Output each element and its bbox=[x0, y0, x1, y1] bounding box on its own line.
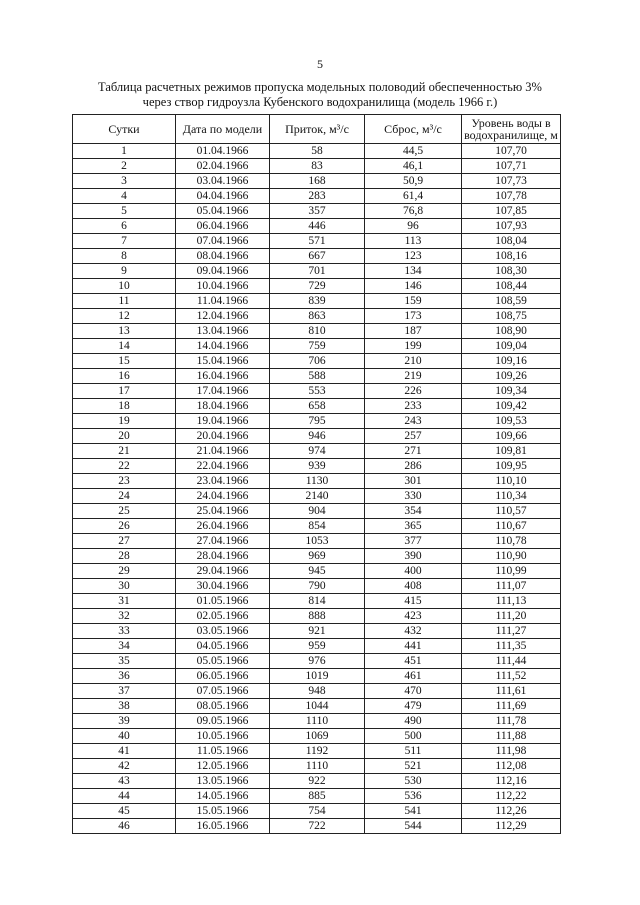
cell-inflow: 790 bbox=[270, 579, 365, 594]
cell-inflow: 863 bbox=[270, 309, 365, 324]
cell-water-level: 111,61 bbox=[462, 684, 561, 699]
cell-inflow: 1110 bbox=[270, 714, 365, 729]
column-header-day: Сутки bbox=[73, 115, 176, 144]
cell-discharge: 408 bbox=[365, 579, 462, 594]
cell-date: 15.04.1966 bbox=[176, 354, 270, 369]
cell-day: 43 bbox=[73, 774, 176, 789]
table-row bbox=[73, 384, 561, 399]
cell-water-level: 110,34 bbox=[462, 489, 561, 504]
cell-inflow: 1192 bbox=[270, 744, 365, 759]
cell-water-level: 109,95 bbox=[462, 459, 561, 474]
cell-inflow: 854 bbox=[270, 519, 365, 534]
cell-inflow: 1053 bbox=[270, 534, 365, 549]
cell-water-level: 111,35 bbox=[462, 639, 561, 654]
cell-discharge: 134 bbox=[365, 264, 462, 279]
cell-discharge: 113 bbox=[365, 234, 462, 249]
cell-discharge: 96 bbox=[365, 219, 462, 234]
table-row bbox=[73, 474, 561, 489]
cell-inflow: 168 bbox=[270, 174, 365, 189]
cell-inflow: 667 bbox=[270, 249, 365, 264]
table-row bbox=[73, 174, 561, 189]
cell-date: 11.04.1966 bbox=[176, 294, 270, 309]
cell-day: 5 bbox=[73, 204, 176, 219]
cell-day: 4 bbox=[73, 189, 176, 204]
cell-day: 26 bbox=[73, 519, 176, 534]
cell-water-level: 109,66 bbox=[462, 429, 561, 444]
page-number: 5 bbox=[317, 57, 323, 71]
cell-day: 31 bbox=[73, 594, 176, 609]
cell-discharge: 470 bbox=[365, 684, 462, 699]
cell-water-level: 110,90 bbox=[462, 549, 561, 564]
cell-date: 08.04.1966 bbox=[176, 249, 270, 264]
table-row bbox=[73, 504, 561, 519]
cell-discharge: 521 bbox=[365, 759, 462, 774]
table-row bbox=[73, 729, 561, 744]
cell-discharge: 330 bbox=[365, 489, 462, 504]
cell-inflow: 446 bbox=[270, 219, 365, 234]
cell-water-level: 107,78 bbox=[462, 189, 561, 204]
cell-inflow: 571 bbox=[270, 234, 365, 249]
cell-inflow: 729 bbox=[270, 279, 365, 294]
cell-water-level: 112,16 bbox=[462, 774, 561, 789]
cell-date: 09.04.1966 bbox=[176, 264, 270, 279]
cell-water-level: 109,04 bbox=[462, 339, 561, 354]
cell-discharge: 76,8 bbox=[365, 204, 462, 219]
table-row bbox=[73, 204, 561, 219]
cell-water-level: 108,59 bbox=[462, 294, 561, 309]
table-row bbox=[73, 564, 561, 579]
cell-inflow: 759 bbox=[270, 339, 365, 354]
cell-day: 27 bbox=[73, 534, 176, 549]
cell-date: 01.05.1966 bbox=[176, 594, 270, 609]
table-row bbox=[73, 489, 561, 504]
cell-date: 19.04.1966 bbox=[176, 414, 270, 429]
cell-date: 14.04.1966 bbox=[176, 339, 270, 354]
cell-water-level: 111,98 bbox=[462, 744, 561, 759]
cell-inflow: 922 bbox=[270, 774, 365, 789]
cell-date: 06.05.1966 bbox=[176, 669, 270, 684]
cell-date: 21.04.1966 bbox=[176, 444, 270, 459]
cell-discharge: 226 bbox=[365, 384, 462, 399]
cell-inflow: 810 bbox=[270, 324, 365, 339]
cell-date: 15.05.1966 bbox=[176, 804, 270, 819]
cell-date: 10.05.1966 bbox=[176, 729, 270, 744]
table-row bbox=[73, 684, 561, 699]
cell-day: 41 bbox=[73, 744, 176, 759]
cell-inflow: 969 bbox=[270, 549, 365, 564]
table-row bbox=[73, 594, 561, 609]
cell-date: 06.04.1966 bbox=[176, 219, 270, 234]
cell-inflow: 885 bbox=[270, 789, 365, 804]
cell-date: 27.04.1966 bbox=[176, 534, 270, 549]
cell-date: 10.04.1966 bbox=[176, 279, 270, 294]
title-line-1: Таблица расчетных режимов пропуска модельных половодий обеспеченностью 3% bbox=[98, 80, 542, 94]
column-header-date: Дата по модели bbox=[176, 115, 270, 144]
cell-inflow: 976 bbox=[270, 654, 365, 669]
cell-date: 22.04.1966 bbox=[176, 459, 270, 474]
cell-discharge: 271 bbox=[365, 444, 462, 459]
cell-water-level: 109,81 bbox=[462, 444, 561, 459]
cell-inflow: 814 bbox=[270, 594, 365, 609]
cell-day: 34 bbox=[73, 639, 176, 654]
cell-water-level: 111,44 bbox=[462, 654, 561, 669]
table-row bbox=[73, 339, 561, 354]
table-body bbox=[73, 144, 561, 834]
cell-water-level: 112,22 bbox=[462, 789, 561, 804]
cell-day: 9 bbox=[73, 264, 176, 279]
cell-water-level: 109,16 bbox=[462, 354, 561, 369]
cell-inflow: 921 bbox=[270, 624, 365, 639]
cell-day: 29 bbox=[73, 564, 176, 579]
cell-day: 12 bbox=[73, 309, 176, 324]
cell-date: 01.04.1966 bbox=[176, 144, 270, 159]
cell-water-level: 111,69 bbox=[462, 699, 561, 714]
cell-date: 09.05.1966 bbox=[176, 714, 270, 729]
cell-day: 33 bbox=[73, 624, 176, 639]
cell-date: 16.04.1966 bbox=[176, 369, 270, 384]
cell-discharge: 243 bbox=[365, 414, 462, 429]
table-row bbox=[73, 234, 561, 249]
cell-date: 03.05.1966 bbox=[176, 624, 270, 639]
cell-day: 7 bbox=[73, 234, 176, 249]
cell-water-level: 111,52 bbox=[462, 669, 561, 684]
cell-inflow: 83 bbox=[270, 159, 365, 174]
cell-day: 30 bbox=[73, 579, 176, 594]
cell-date: 16.05.1966 bbox=[176, 819, 270, 834]
table-row bbox=[73, 189, 561, 204]
table-row bbox=[73, 459, 561, 474]
table-row bbox=[73, 744, 561, 759]
cell-water-level: 108,90 bbox=[462, 324, 561, 339]
cell-day: 42 bbox=[73, 759, 176, 774]
column-header-inflow: Приток, м³/с bbox=[270, 115, 365, 144]
cell-discharge: 210 bbox=[365, 354, 462, 369]
cell-discharge: 451 bbox=[365, 654, 462, 669]
cell-date: 13.05.1966 bbox=[176, 774, 270, 789]
cell-day: 14 bbox=[73, 339, 176, 354]
table-row bbox=[73, 369, 561, 384]
table-row bbox=[73, 774, 561, 789]
table-row bbox=[73, 624, 561, 639]
cell-water-level: 112,08 bbox=[462, 759, 561, 774]
cell-date: 02.05.1966 bbox=[176, 609, 270, 624]
cell-inflow: 701 bbox=[270, 264, 365, 279]
cell-day: 11 bbox=[73, 294, 176, 309]
cell-discharge: 50,9 bbox=[365, 174, 462, 189]
table-row bbox=[73, 549, 561, 564]
cell-date: 08.05.1966 bbox=[176, 699, 270, 714]
cell-discharge: 173 bbox=[365, 309, 462, 324]
cell-discharge: 61,4 bbox=[365, 189, 462, 204]
cell-discharge: 530 bbox=[365, 774, 462, 789]
table-row bbox=[73, 789, 561, 804]
cell-date: 11.05.1966 bbox=[176, 744, 270, 759]
cell-discharge: 286 bbox=[365, 459, 462, 474]
cell-day: 38 bbox=[73, 699, 176, 714]
cell-date: 04.04.1966 bbox=[176, 189, 270, 204]
cell-water-level: 107,93 bbox=[462, 219, 561, 234]
cell-water-level: 112,29 bbox=[462, 819, 561, 834]
cell-day: 24 bbox=[73, 489, 176, 504]
cell-discharge: 377 bbox=[365, 534, 462, 549]
cell-water-level: 111,07 bbox=[462, 579, 561, 594]
cell-inflow: 888 bbox=[270, 609, 365, 624]
cell-date: 05.04.1966 bbox=[176, 204, 270, 219]
cell-inflow: 946 bbox=[270, 429, 365, 444]
cell-water-level: 108,44 bbox=[462, 279, 561, 294]
column-header-discharge: Сброс, м³/с bbox=[365, 115, 462, 144]
cell-inflow: 357 bbox=[270, 204, 365, 219]
table-row bbox=[73, 249, 561, 264]
cell-inflow: 58 bbox=[270, 144, 365, 159]
table-row bbox=[73, 144, 561, 159]
cell-discharge: 541 bbox=[365, 804, 462, 819]
cell-discharge: 390 bbox=[365, 549, 462, 564]
cell-inflow: 945 bbox=[270, 564, 365, 579]
table-row bbox=[73, 354, 561, 369]
cell-day: 37 bbox=[73, 684, 176, 699]
table-title bbox=[0, 80, 640, 110]
cell-inflow: 948 bbox=[270, 684, 365, 699]
cell-water-level: 108,04 bbox=[462, 234, 561, 249]
cell-inflow: 283 bbox=[270, 189, 365, 204]
cell-day: 3 bbox=[73, 174, 176, 189]
cell-day: 23 bbox=[73, 474, 176, 489]
cell-discharge: 257 bbox=[365, 429, 462, 444]
cell-discharge: 233 bbox=[365, 399, 462, 414]
cell-date: 12.04.1966 bbox=[176, 309, 270, 324]
cell-inflow: 904 bbox=[270, 504, 365, 519]
cell-discharge: 159 bbox=[365, 294, 462, 309]
cell-inflow: 939 bbox=[270, 459, 365, 474]
cell-day: 2 bbox=[73, 159, 176, 174]
table-row bbox=[73, 159, 561, 174]
cell-day: 10 bbox=[73, 279, 176, 294]
cell-day: 13 bbox=[73, 324, 176, 339]
cell-discharge: 219 bbox=[365, 369, 462, 384]
cell-day: 35 bbox=[73, 654, 176, 669]
table-row bbox=[73, 399, 561, 414]
cell-day: 18 bbox=[73, 399, 176, 414]
cell-discharge: 441 bbox=[365, 639, 462, 654]
table-row bbox=[73, 609, 561, 624]
cell-day: 17 bbox=[73, 384, 176, 399]
cell-water-level: 108,30 bbox=[462, 264, 561, 279]
cell-inflow: 1019 bbox=[270, 669, 365, 684]
cell-discharge: 199 bbox=[365, 339, 462, 354]
cell-date: 29.04.1966 bbox=[176, 564, 270, 579]
cell-day: 19 bbox=[73, 414, 176, 429]
cell-water-level: 111,13 bbox=[462, 594, 561, 609]
cell-date: 24.04.1966 bbox=[176, 489, 270, 504]
cell-water-level: 109,26 bbox=[462, 369, 561, 384]
cell-discharge: 423 bbox=[365, 609, 462, 624]
cell-discharge: 544 bbox=[365, 819, 462, 834]
cell-inflow: 795 bbox=[270, 414, 365, 429]
cell-date: 23.04.1966 bbox=[176, 474, 270, 489]
table-row bbox=[73, 279, 561, 294]
cell-date: 14.05.1966 bbox=[176, 789, 270, 804]
cell-discharge: 432 bbox=[365, 624, 462, 639]
cell-inflow: 588 bbox=[270, 369, 365, 384]
flood-regime-table bbox=[72, 114, 561, 834]
cell-day: 15 bbox=[73, 354, 176, 369]
cell-water-level: 109,34 bbox=[462, 384, 561, 399]
cell-day: 39 bbox=[73, 714, 176, 729]
cell-water-level: 107,85 bbox=[462, 204, 561, 219]
cell-water-level: 110,67 bbox=[462, 519, 561, 534]
table-row bbox=[73, 669, 561, 684]
cell-discharge: 461 bbox=[365, 669, 462, 684]
cell-discharge: 500 bbox=[365, 729, 462, 744]
cell-inflow: 722 bbox=[270, 819, 365, 834]
cell-date: 07.04.1966 bbox=[176, 234, 270, 249]
cell-day: 6 bbox=[73, 219, 176, 234]
cell-inflow: 974 bbox=[270, 444, 365, 459]
cell-discharge: 415 bbox=[365, 594, 462, 609]
cell-date: 30.04.1966 bbox=[176, 579, 270, 594]
cell-water-level: 107,73 bbox=[462, 174, 561, 189]
cell-inflow: 2140 bbox=[270, 489, 365, 504]
table-row bbox=[73, 294, 561, 309]
table-row bbox=[73, 414, 561, 429]
cell-date: 05.05.1966 bbox=[176, 654, 270, 669]
cell-inflow: 959 bbox=[270, 639, 365, 654]
cell-discharge: 490 bbox=[365, 714, 462, 729]
table-row bbox=[73, 804, 561, 819]
table-row bbox=[73, 264, 561, 279]
cell-discharge: 123 bbox=[365, 249, 462, 264]
cell-date: 03.04.1966 bbox=[176, 174, 270, 189]
cell-water-level: 110,99 bbox=[462, 564, 561, 579]
cell-date: 26.04.1966 bbox=[176, 519, 270, 534]
table-row bbox=[73, 219, 561, 234]
cell-discharge: 46,1 bbox=[365, 159, 462, 174]
cell-water-level: 110,57 bbox=[462, 504, 561, 519]
cell-day: 21 bbox=[73, 444, 176, 459]
cell-day: 8 bbox=[73, 249, 176, 264]
table-row bbox=[73, 519, 561, 534]
cell-day: 46 bbox=[73, 819, 176, 834]
cell-water-level: 109,42 bbox=[462, 399, 561, 414]
table-row bbox=[73, 639, 561, 654]
cell-discharge: 301 bbox=[365, 474, 462, 489]
cell-water-level: 109,53 bbox=[462, 414, 561, 429]
cell-date: 13.04.1966 bbox=[176, 324, 270, 339]
cell-inflow: 1069 bbox=[270, 729, 365, 744]
cell-date: 04.05.1966 bbox=[176, 639, 270, 654]
cell-inflow: 839 bbox=[270, 294, 365, 309]
table-row bbox=[73, 699, 561, 714]
cell-day: 36 bbox=[73, 669, 176, 684]
cell-discharge: 511 bbox=[365, 744, 462, 759]
cell-water-level: 112,26 bbox=[462, 804, 561, 819]
cell-day: 16 bbox=[73, 369, 176, 384]
cell-water-level: 108,16 bbox=[462, 249, 561, 264]
cell-date: 12.05.1966 bbox=[176, 759, 270, 774]
cell-water-level: 111,27 bbox=[462, 624, 561, 639]
cell-discharge: 187 bbox=[365, 324, 462, 339]
table-row bbox=[73, 819, 561, 834]
cell-inflow: 1044 bbox=[270, 699, 365, 714]
table-row bbox=[73, 534, 561, 549]
cell-water-level: 107,70 bbox=[462, 144, 561, 159]
cell-day: 1 bbox=[73, 144, 176, 159]
table-row bbox=[73, 714, 561, 729]
cell-inflow: 706 bbox=[270, 354, 365, 369]
cell-discharge: 479 bbox=[365, 699, 462, 714]
cell-water-level: 110,78 bbox=[462, 534, 561, 549]
table-row bbox=[73, 429, 561, 444]
cell-inflow: 1110 bbox=[270, 759, 365, 774]
table-row bbox=[73, 324, 561, 339]
cell-date: 18.04.1966 bbox=[176, 399, 270, 414]
cell-day: 45 bbox=[73, 804, 176, 819]
cell-discharge: 44,5 bbox=[365, 144, 462, 159]
table-row bbox=[73, 579, 561, 594]
cell-day: 22 bbox=[73, 459, 176, 474]
cell-discharge: 146 bbox=[365, 279, 462, 294]
table-row bbox=[73, 759, 561, 774]
cell-inflow: 553 bbox=[270, 384, 365, 399]
cell-day: 25 bbox=[73, 504, 176, 519]
cell-water-level: 111,20 bbox=[462, 609, 561, 624]
cell-discharge: 536 bbox=[365, 789, 462, 804]
cell-day: 40 bbox=[73, 729, 176, 744]
cell-discharge: 354 bbox=[365, 504, 462, 519]
table-row bbox=[73, 444, 561, 459]
cell-date: 02.04.1966 bbox=[176, 159, 270, 174]
cell-water-level: 111,88 bbox=[462, 729, 561, 744]
cell-date: 28.04.1966 bbox=[176, 549, 270, 564]
cell-inflow: 754 bbox=[270, 804, 365, 819]
cell-day: 32 bbox=[73, 609, 176, 624]
cell-date: 25.04.1966 bbox=[176, 504, 270, 519]
cell-date: 07.05.1966 bbox=[176, 684, 270, 699]
cell-date: 17.04.1966 bbox=[176, 384, 270, 399]
cell-date: 20.04.1966 bbox=[176, 429, 270, 444]
cell-water-level: 108,75 bbox=[462, 309, 561, 324]
cell-day: 44 bbox=[73, 789, 176, 804]
cell-day: 28 bbox=[73, 549, 176, 564]
cell-day: 20 bbox=[73, 429, 176, 444]
table-row bbox=[73, 654, 561, 669]
table-row bbox=[73, 309, 561, 324]
cell-water-level: 110,10 bbox=[462, 474, 561, 489]
cell-inflow: 1130 bbox=[270, 474, 365, 489]
title-line-2: через створ гидроузла Кубенского водохранилища (модель 1966 г.) bbox=[142, 95, 498, 109]
cell-inflow: 658 bbox=[270, 399, 365, 414]
cell-water-level: 111,78 bbox=[462, 714, 561, 729]
column-header-water-level: Уровень воды в водохранилище, м bbox=[462, 115, 561, 144]
cell-discharge: 365 bbox=[365, 519, 462, 534]
cell-discharge: 400 bbox=[365, 564, 462, 579]
table-header-row bbox=[73, 115, 561, 144]
cell-water-level: 107,71 bbox=[462, 159, 561, 174]
